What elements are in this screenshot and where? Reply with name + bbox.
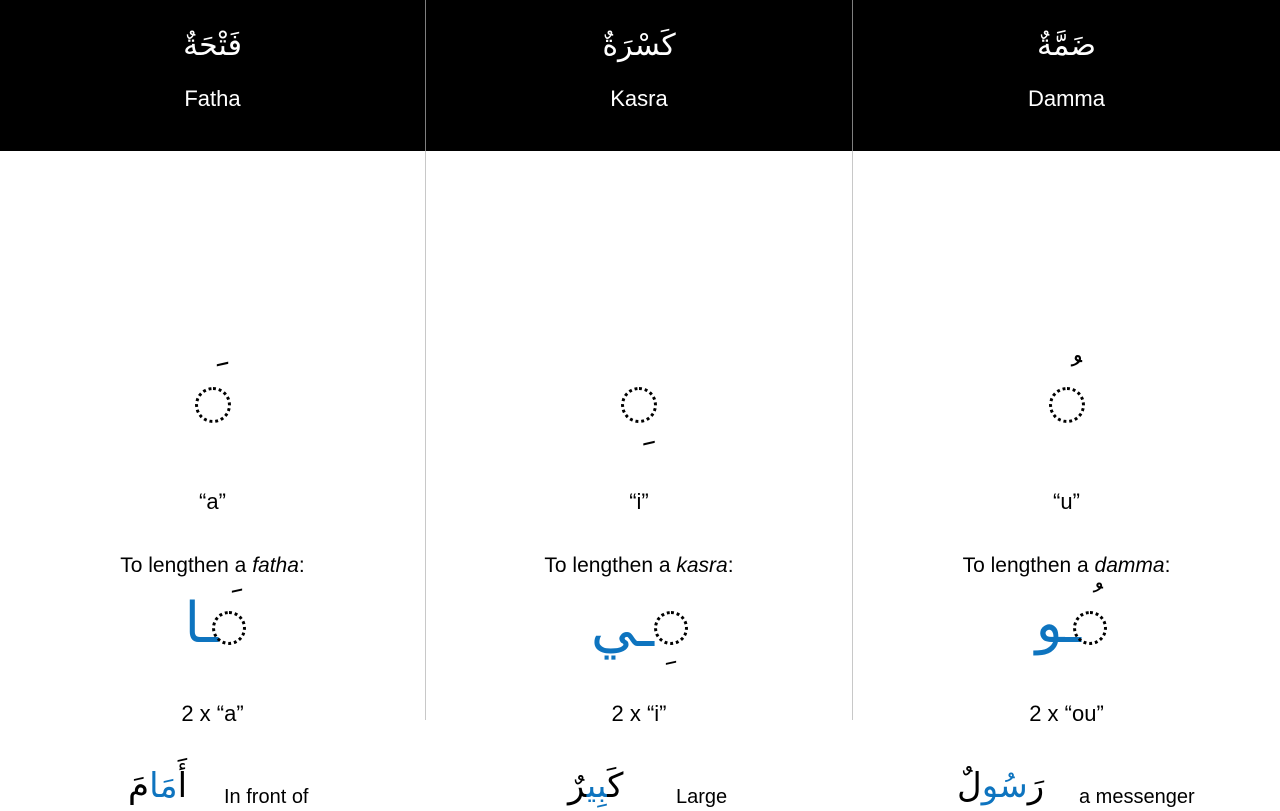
example-highlight: سُو: [981, 766, 1028, 806]
double-sound: 2 x “i”: [611, 701, 667, 726]
column-damma: [853, 151, 1280, 808]
long-vowel-illustration: [853, 591, 1280, 661]
rule-prefix: To lengthen a: [544, 554, 677, 577]
example-part: رٌ: [568, 766, 587, 806]
placeholder-circle-icon: [621, 387, 657, 423]
example-part: مَ: [128, 766, 150, 806]
double-sound: 2 x “ou”: [1029, 701, 1104, 726]
example-highlight: مَا: [149, 766, 178, 806]
example-part: أَ: [177, 766, 188, 806]
header-english: Fatha: [184, 86, 241, 111]
header-arabic: كَسْرَةٌ: [602, 28, 676, 63]
long-letter: ـي: [590, 595, 654, 660]
long-vowel-illustration: [0, 591, 425, 661]
sound-label: “u”: [1053, 489, 1080, 514]
header-damma: [853, 0, 1280, 151]
long-vowel-illustration: [426, 591, 852, 661]
rule-suffix: :: [1164, 554, 1171, 577]
header-arabic: ضَمَّةٌ: [1037, 28, 1096, 63]
example-part: كَ: [607, 766, 624, 806]
double-sound: 2 x “a”: [181, 701, 244, 726]
rule-prefix: To lengthen a: [962, 554, 1095, 577]
rule-prefix: To lengthen a: [120, 554, 253, 577]
placeholder-circle-icon: [1049, 387, 1085, 423]
rule-term: fatha: [252, 554, 299, 577]
lengthen-rule: [0, 551, 425, 581]
column-fatha: [0, 151, 426, 808]
example-gloss: In front of: [224, 786, 309, 808]
example-part: لٌ: [957, 766, 982, 806]
placeholder-circle-icon: [1073, 611, 1107, 645]
header-english: Kasra: [610, 86, 668, 111]
kasra-mark: [642, 631, 682, 667]
example-part: رَ: [1027, 766, 1045, 806]
long-letter: ـا: [184, 591, 218, 656]
example-highlight: بِي: [586, 766, 608, 806]
sound-label: “a”: [199, 489, 226, 514]
header-english: Damma: [1027, 86, 1105, 111]
long-letter: ـو: [1035, 591, 1081, 656]
example-gloss: Large: [676, 786, 728, 808]
header-kasra: [426, 0, 853, 151]
example-gloss: a messenger: [1079, 786, 1195, 808]
header-fatha: [0, 0, 426, 151]
placeholder-circle-icon: [212, 611, 246, 645]
rule-term: kasra: [676, 554, 728, 577]
header-arabic: فَتْحَةٌ: [183, 28, 242, 63]
rule-suffix: :: [298, 554, 305, 577]
rule-suffix: :: [727, 554, 734, 577]
lengthen-rule: [853, 551, 1280, 581]
example-word: [128, 761, 187, 811]
sound-label: “i”: [629, 489, 649, 514]
example-word: [568, 761, 623, 811]
lengthen-rule: [426, 551, 852, 581]
placeholder-circle-icon: [195, 387, 231, 423]
rule-term: damma: [1094, 554, 1165, 577]
example-word: [957, 761, 1044, 811]
column-kasra: [426, 151, 853, 808]
